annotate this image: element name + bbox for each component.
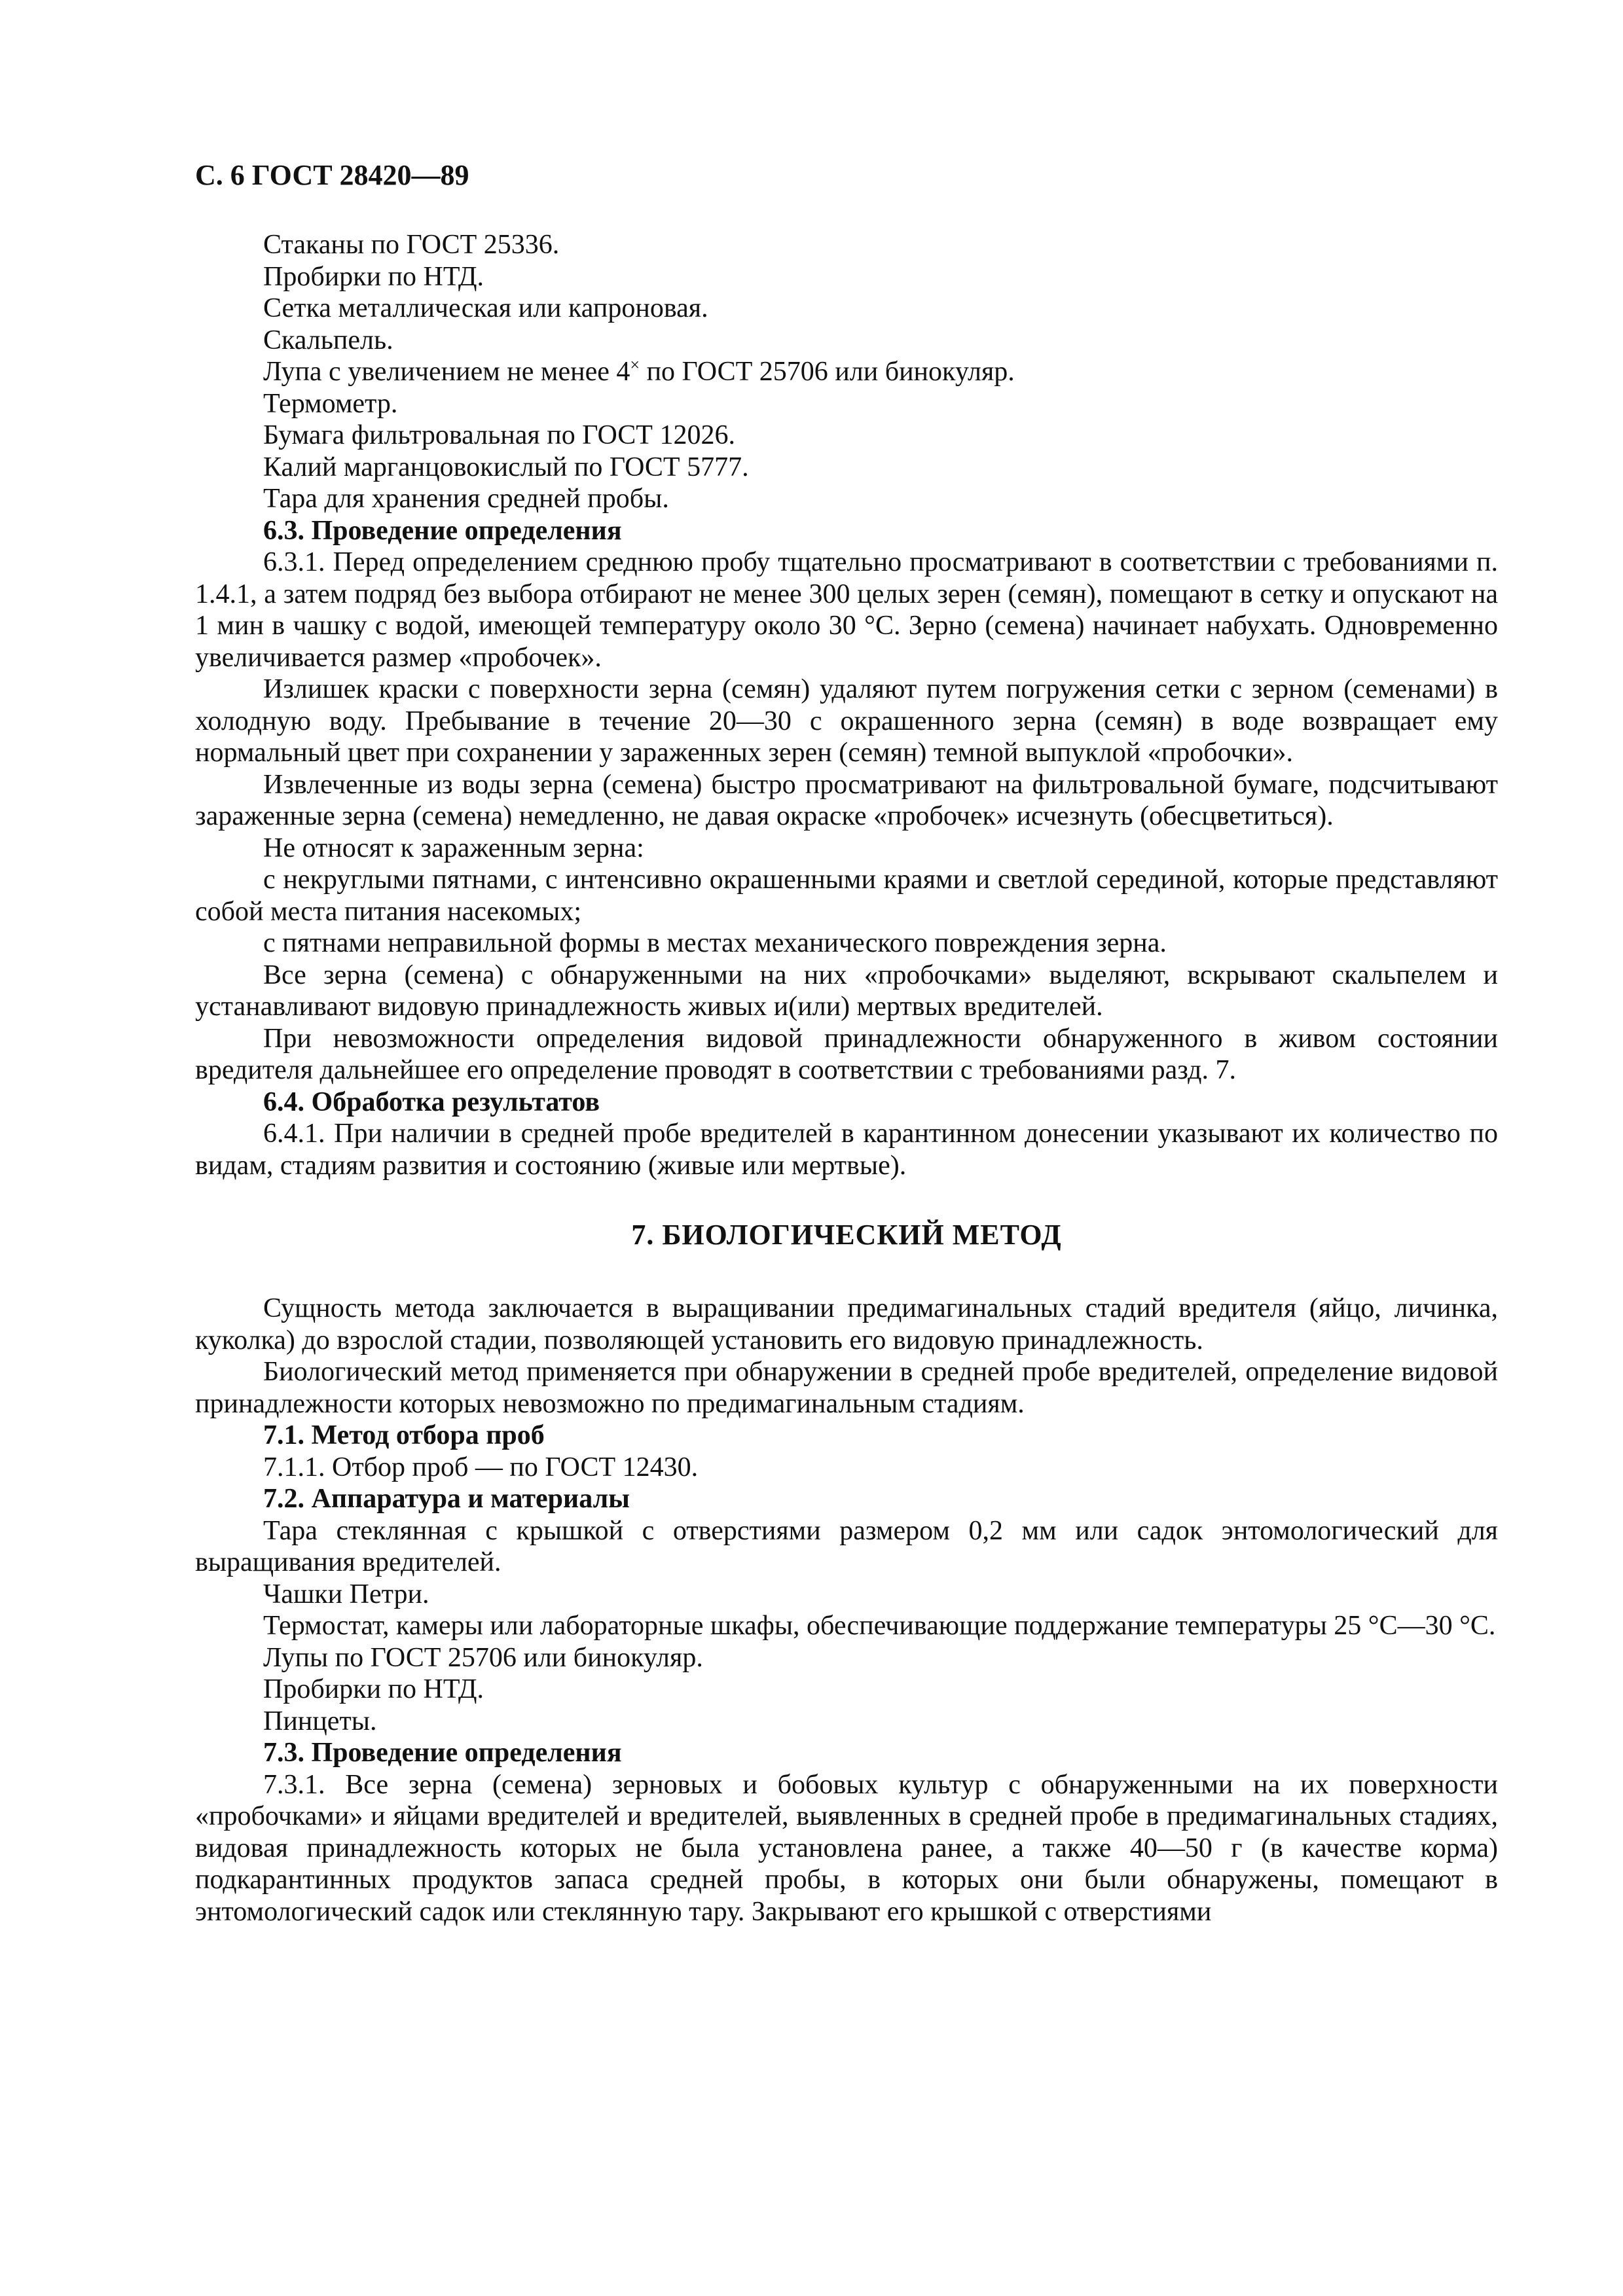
text-run: Лупа с увеличением не менее 4 — [263, 357, 630, 387]
paragraph: При невозможности определения видовой принадлежности обнаруженного в живом состоянии вредителя дальнейшее его определение проводят в соответствии с требованиями разд. 7. — [195, 1023, 1498, 1085]
document-page — [195, 157, 1498, 1928]
paragraph: Не относят к зараженным зерна: — [263, 833, 644, 863]
paragraph: Все зерна (семена) с обнаруженными на них «пробочками» выделяют, вскрывают скальпелем и устанавливают видовую принадлежность живых и(или) мертвых вредителей. — [195, 960, 1498, 1022]
paragraph: 6.3.1. Перед определением среднюю пробу тщательно просматривают в соответствии с требованиями п. 1.4.1, а затем подряд без выбора отбирают не менее 300 целых зерен (семян), помещают в сетку и опускают на 1 мин в чашку с водой, имеющей температуру около 30 °С. Зерно (семена) начинает набухать. Одновременно увеличивается размер «пробочек». — [195, 547, 1498, 673]
superscript: × — [630, 355, 640, 374]
subsection-heading: 7.3. Проведение определения — [263, 1738, 622, 1768]
paragraph-magnifier — [195, 356, 1498, 388]
paragraph: Скальпель. — [263, 325, 393, 355]
paragraph: с пятнами неправильной формы в местах механического повреждения зерна. — [263, 928, 1167, 958]
paragraph: Стаканы по ГОСТ 25336. — [263, 230, 560, 260]
text-run: по ГОСТ 25706 или бинокуляр. — [640, 357, 1015, 387]
block-before-section — [195, 229, 1498, 1181]
paragraph: Пинцеты. — [263, 1706, 377, 1736]
paragraph: Калий марганцовокислый по ГОСТ 5777. — [263, 452, 749, 482]
paragraph: Сетка металлическая или капроновая. — [263, 293, 708, 323]
paragraph: Лупы по ГОСТ 25706 или бинокуляр. — [263, 1642, 703, 1673]
block-after-section — [195, 1293, 1498, 1928]
paragraph: Чашки Петри. — [263, 1579, 429, 1609]
subsection-heading: 6.3. Проведение определения — [263, 515, 622, 546]
paragraph: Тара стеклянная с крышкой с отверстиями размером 0,2 мм или садок энтомологический для выращивания вредителей. — [195, 1515, 1498, 1577]
paragraph: 7.1.1. Отбор проб — по ГОСТ 12430. — [263, 1452, 699, 1482]
paragraph: Извлеченные из воды зерна (семена) быстро просматривают на фильтровальной бумаге, подсчитывают зараженные зерна (семена) немедленно, не давая окраске «пробочек» исчезнуть (обесцветиться). — [195, 769, 1498, 831]
paragraph: 6.4.1. При наличии в средней пробе вредителей в карантинном донесении указывают их количество по видам, стадиям развития и состоянию (живые или мертвые). — [195, 1119, 1498, 1181]
subsection-heading: 7.1. Метод отбора проб — [263, 1420, 545, 1450]
paragraph: Сущность метода заключается в выращивании предимагинальных стадий вредителя (яйцо, личинка, куколка) до взрослой стадии, позволяющей установить его видовую принадлежность. — [195, 1293, 1498, 1355]
paragraph: Бумага фильтровальная по ГОСТ 12026. — [263, 420, 735, 450]
paragraph: Тара для хранения средней пробы. — [263, 484, 669, 514]
subsection-heading: 7.2. Аппаратура и материалы — [263, 1484, 630, 1514]
paragraph: Термометр. — [263, 388, 398, 419]
paragraph: Пробирки по НТД. — [263, 1674, 484, 1704]
paragraph: 7.3.1. Все зерна (семена) зерновых и бобовых культур с обнаруженными на их поверхности «пробочками» и яйцами вредителей и вредителей, выявленных в средней пробе в предимагинальных стадиях, видовая принадлежность которых не была установлена ранее, а также 40—50 г (в качестве корма) подкарантинных продуктов запаса средней пробы, в которых они были обнаружены, помещают в энтомологический садок или стеклянную тару. Закрывают его крышкой с отверстиями — [195, 1769, 1498, 1927]
section-title: 7. БИОЛОГИЧЕСКИЙ МЕТОД — [631, 1219, 1062, 1251]
paragraph: Биологический метод применяется при обнаружении в средней пробе вредителей, определение видовой принадлежности которых невозможно по предимагинальным стадиям. — [195, 1357, 1498, 1419]
paragraph: Пробирки по НТД. — [263, 261, 484, 292]
subsection-heading: 6.4. Обработка результатов — [263, 1086, 600, 1117]
paragraph: Термостат, камеры или лабораторные шкафы, обеспечивающие поддержание температуры 25 °С—30 °С. — [263, 1611, 1496, 1641]
paragraph: Излишек краски с поверхности зерна (семян) удаляют путем погружения сетки с зерном (семенами) в холодную воду. Пребывание в течение 20—30 с окрашенного зерна (семян) в воде возвращает ему нормальный цвет при сохранении у зараженных зерен (семян) темной выпуклой «пробочки». — [195, 674, 1498, 768]
paragraph: с некруглыми пятнами, с интенсивно окрашенными краями и светлой серединой, которые представляют собой места питания насекомых; — [195, 865, 1498, 927]
page-header: С. 6 ГОСТ 28420—89 — [195, 159, 469, 191]
